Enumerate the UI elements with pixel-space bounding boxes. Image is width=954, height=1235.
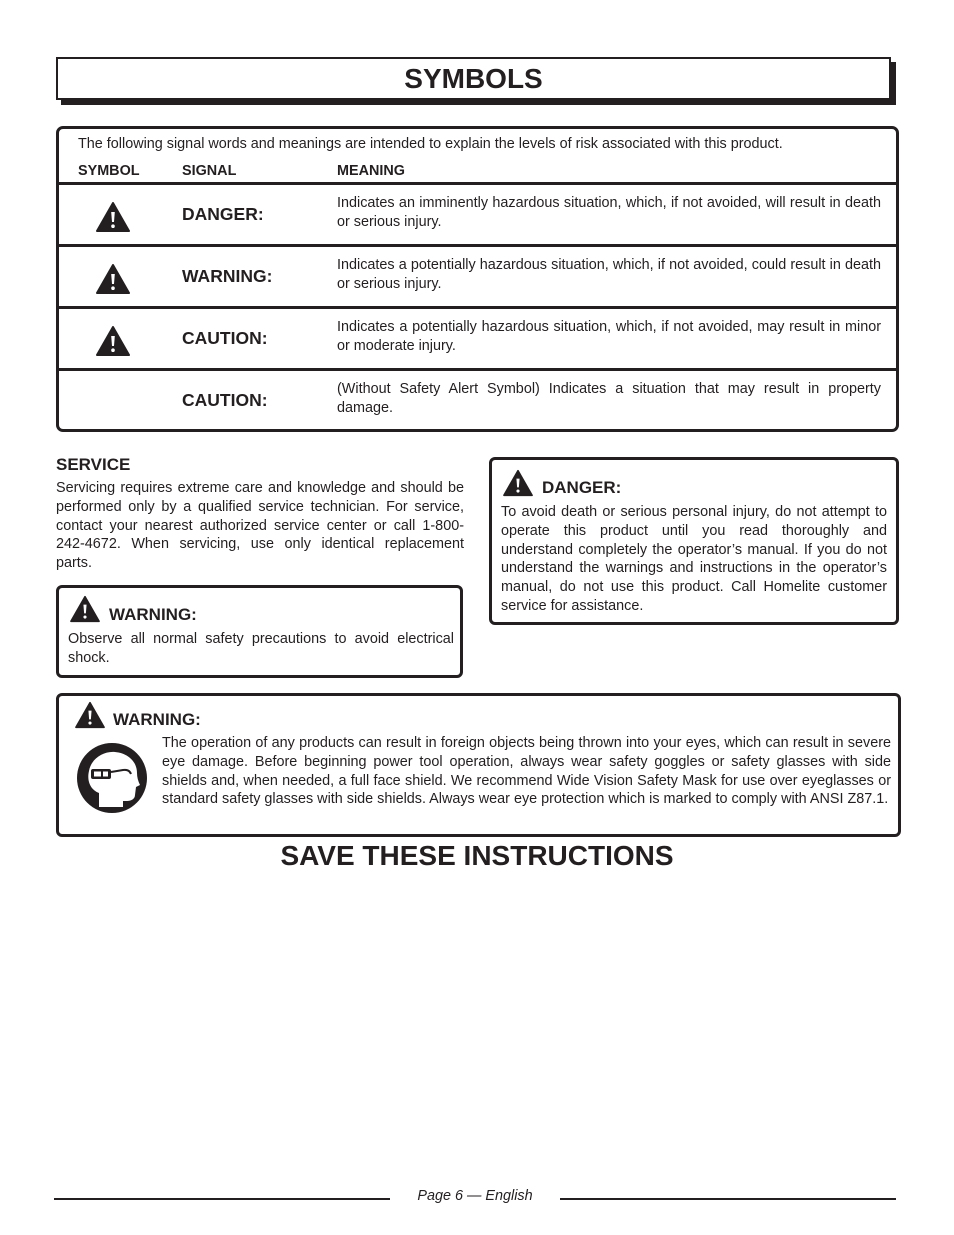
warning-title: WARNING: (113, 710, 201, 729)
header-meaning: MEANING (337, 163, 405, 179)
safety-alert-icon (502, 469, 534, 497)
table-row (59, 368, 896, 429)
table-row (59, 182, 896, 244)
header-signal: SIGNAL (182, 163, 237, 179)
footer-rule-left (54, 1198, 390, 1200)
symbols-intro: The following signal words and meanings are intended to explain the levels of risk associated with this product. (78, 136, 783, 152)
warning-title: WARNING: (109, 605, 197, 624)
service-heading: SERVICE (56, 455, 131, 474)
safety-alert-icon (95, 325, 131, 357)
warning-body: The operation of any products can result in foreign objects being thrown into your eyes, which can result in severe eye damage. Before beginning power tool operation, always wear safety goggles or safety glasses with side shields and, when needed, a full face shield. We recommend Wide Vision Safety Mask for use over eyeglasses or standard safety glasses with side shields. Always wear eye protection which is marked to comply with ANSI Z87.1. (162, 735, 891, 808)
danger-body: To avoid death or serious personal injury, do not attempt to operate this product until you read thoroughly and understand completely the operator’s manual. If you do not understand the warnings and instructions in the operator’s manual, do not use this product. Call Homelite customer service for assistance. (501, 504, 887, 614)
signal-word: WARNING: (182, 266, 273, 286)
symbols-table (56, 126, 899, 432)
table-row (59, 244, 896, 306)
danger-manual-box (489, 457, 899, 625)
eye-protection-icon (75, 741, 149, 815)
safety-alert-icon (74, 701, 106, 729)
service-body: Servicing requires extreme care and knowledge and should be performed only by a qualified service technician. For service, contact your nearest authorized service center or call 1-800-242-4672. When servicing, use only identical replacement parts. (56, 480, 464, 572)
signal-meaning: Indicates a potentially hazardous situation, which, if not avoided, may result in minor or moderate injury. (337, 319, 881, 354)
save-instructions-heading: SAVE THESE INSTRUCTIONS (280, 840, 674, 871)
warning-eye-box (56, 693, 901, 837)
table-row (59, 306, 896, 368)
signal-word: CAUTION: (182, 328, 268, 348)
footer-rule-right (560, 1198, 896, 1200)
signal-meaning: Indicates an imminently hazardous situation, which, if not avoided, will result in death or serious injury. (337, 195, 881, 230)
warning-electrical-box (56, 585, 463, 678)
signal-meaning: Indicates a potentially hazardous situation, which, if not avoided, could result in death or serious injury. (337, 257, 881, 292)
header-symbol: SYMBOL (78, 163, 140, 179)
signal-word: DANGER: (182, 204, 264, 224)
signal-meaning: (Without Safety Alert Symbol) Indicates a situation that may result in property damage. (337, 381, 881, 416)
safety-alert-icon (69, 595, 101, 623)
page-footer: Page 6 — English (417, 1188, 533, 1204)
warning-body: Observe all normal safety precautions to avoid electrical shock. (68, 631, 454, 666)
signal-word: CAUTION: (182, 390, 268, 410)
page-title: SYMBOLS (56, 57, 891, 100)
safety-alert-icon (95, 201, 131, 233)
danger-title: DANGER: (542, 478, 622, 497)
safety-alert-icon (95, 263, 131, 295)
